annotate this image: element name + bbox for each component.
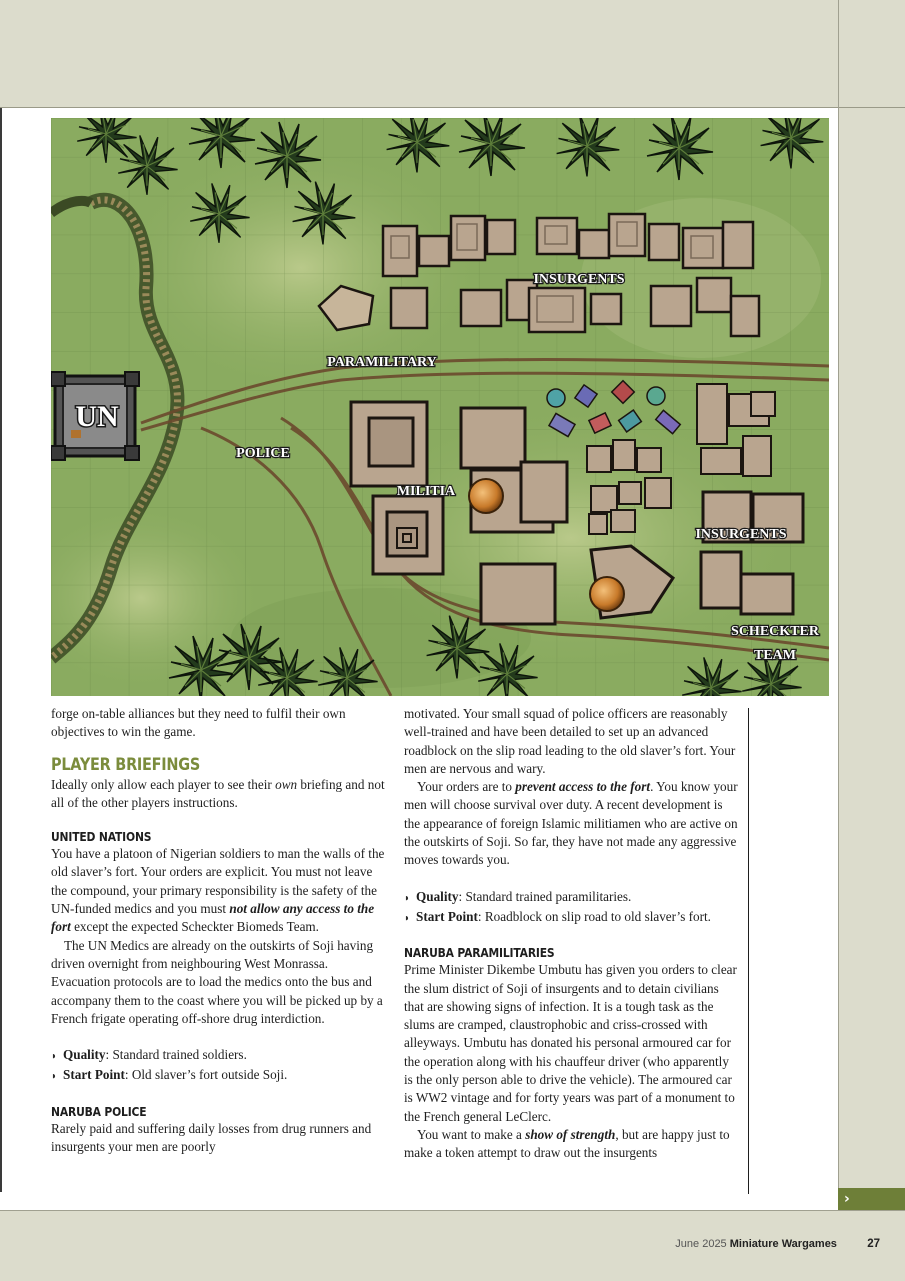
bullet-icon: ◗	[51, 1071, 58, 1083]
bullet-icon: ◗	[51, 1051, 58, 1063]
un-quality-bullet: ◗ Quality: Standard trained soldiers.	[51, 1046, 387, 1066]
map-label-scheckter: SCHECKTER	[731, 624, 819, 639]
police-heading: NARUBA POLICE	[51, 1103, 147, 1119]
battlefield-map	[51, 118, 829, 696]
map-label-insurgents-east: INSURGENTS	[695, 527, 787, 542]
left-edge-rule	[0, 108, 2, 1192]
paramilitaries-heading: NARUBA PARAMILITARIES	[404, 945, 555, 961]
map-label-police: POLICE	[236, 446, 290, 461]
magazine-title: Miniature Wargames	[729, 1238, 837, 1250]
right-margin	[838, 0, 905, 1210]
un-paragraph-1: You have a platoon of Nigerian soldiers to man the walls of the old slaver’s fort. Your orders are explicit. You must not leave the compound, your primary responsibility is the safety of the UN-funded medics and you must not allow any access to the fort except the expected Scheckter Biomeds Team.	[51, 846, 385, 935]
map-label-militia: MILITIA	[396, 484, 456, 499]
left-column	[51, 705, 387, 1156]
police-paragraph-2: Your orders are to prevent access to the fort. You know your men will choose survival over duty. A recent development is the appearance of foreign Islamic militiamen who are active on the outskirts of Soji. So far, they have not made any aggressive moves towards you.	[404, 779, 738, 868]
column-divider	[748, 708, 749, 1194]
un-start-bullet: ◗ Start Point: Old slaver’s fort outside Soji.	[51, 1066, 387, 1086]
briefing-paragraph: Ideally only allow each player to see their own briefing and not all of the other players instructions.	[51, 776, 385, 810]
un-heading: UNITED NATIONS	[51, 829, 152, 845]
paramilitaries-paragraph-2: You want to make a show of strength, but are happy just to make a token attempt to draw out the insurgents	[404, 1126, 730, 1161]
top-margin	[0, 0, 905, 107]
police-quality-bullet: ◗ Quality: Standard trained paramilitaries.	[404, 888, 740, 908]
paramilitaries-paragraph-1: Prime Minister Dikembe Umbutu has given you orders to clear the slum district of Soji of insurgents and to detain civilians that are showing signs of infection. It is a tough task as the slums are cramped, claustrophobic and criss-crossed with alleyways. Umbutu has donated his personal armoured car for the operation along with his chauffeur driver (who apparently is the only person able to drive the vehicle). The armoured car is WW2 vintage and for forty years was part of a monument to the French general LeClerc.	[404, 962, 737, 1124]
map-label-paramilitary: PARAMILITARY	[327, 355, 437, 370]
map-label-insurgents-north: INSURGENTS	[533, 272, 625, 287]
police-paragraph-1: Rarely paid and suffering daily losses from drug runners and insurgents your men are poorly	[51, 1120, 372, 1155]
player-briefings-heading: PLAYER BRIEFINGS	[51, 754, 201, 775]
map-label-un: UN	[75, 400, 119, 433]
intro-paragraph: forge on-table alliances but they need to fulfil their own objectives to win the game.	[51, 706, 346, 740]
police-paragraph-1-cont: motivated. Your small squad of police officers are reasonably well-trained and have been detailed to set up an advanced roadblock on the slip road leading to the old slaver’s fort. Your men are nervous and wary.	[404, 706, 736, 776]
police-start-bullet: ◗ Start Point: Roadblock on slip road to old slaver’s fort.	[404, 908, 740, 928]
page-number: 27	[867, 1238, 880, 1250]
right-column	[404, 705, 740, 1163]
bullet-icon: ◗	[404, 892, 411, 904]
bullet-icon: ◗	[404, 912, 411, 924]
map-label-team: TEAM	[754, 648, 796, 663]
issue-date: June 2025	[675, 1238, 727, 1250]
next-page-arrow-icon[interactable]: ›	[838, 1188, 905, 1210]
un-paragraph-2: The UN Medics are already on the outskirts of Soji having driven overnight from neighbouring West Monrassa. Evacuation protocols are to load the medics onto the bus and accompany them to the coast where you will be picked up by a French frigate operating off-shore drug interdiction.	[51, 937, 383, 1026]
page-footer	[0, 1238, 880, 1250]
